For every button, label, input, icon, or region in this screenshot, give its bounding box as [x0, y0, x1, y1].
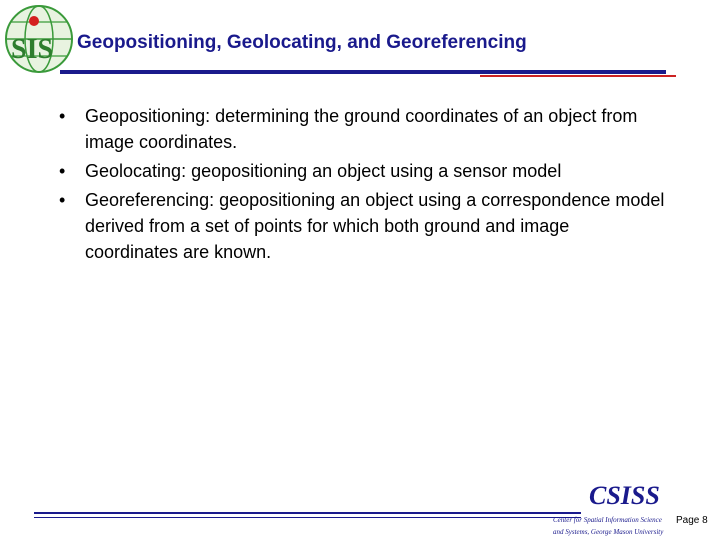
sis-logo: [3, 4, 75, 74]
bullet-list: [57, 103, 667, 268]
bullet-item: [57, 103, 667, 155]
footer-center-line-2: and Systems, George Mason University: [553, 528, 664, 536]
bullet-text: Georeferencing: geopositioning an object using a correspondence model derived from a set of points for which both ground and image coordinates are known.: [85, 190, 665, 262]
title-accent-rule: [480, 75, 676, 77]
bullet-text: Geolocating: geopositioning an object using a sensor model: [85, 161, 562, 181]
bullet-icon: •: [59, 106, 66, 126]
page-number: Page 8: [676, 515, 708, 526]
title-rule: [60, 70, 666, 74]
footer-center-line-1: Center for Spatial Information Science: [553, 516, 662, 524]
bullet-item: [57, 187, 667, 265]
bullet-text: Geopositioning: determining the ground coordinates of an object from image coordinates.: [85, 106, 638, 152]
bullet-icon: •: [59, 190, 66, 210]
footer-rule-thin: [34, 517, 581, 518]
slide-title: Geopositioning, Geolocating, and Georeferencing: [77, 32, 527, 53]
bullet-item: [57, 158, 667, 184]
logo-text: SIS: [11, 34, 54, 65]
footer-rule: [34, 512, 581, 514]
bullet-icon: •: [59, 161, 66, 181]
footer-brand: CSISS: [589, 481, 660, 510]
